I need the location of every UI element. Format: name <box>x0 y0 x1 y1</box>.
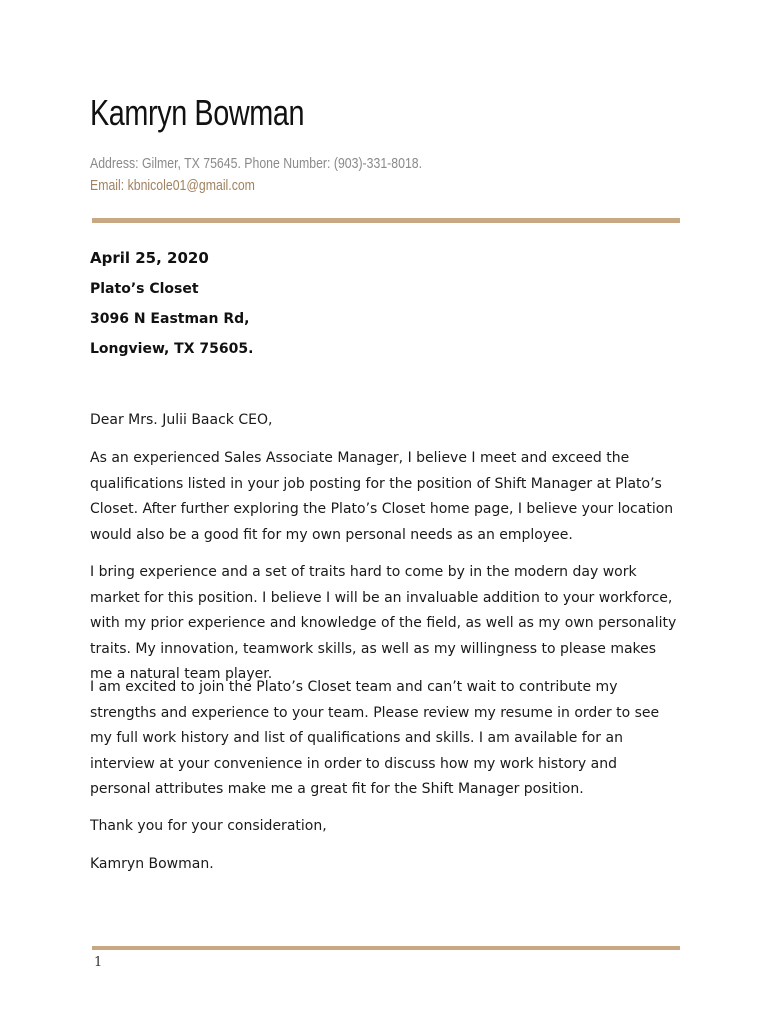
signature: Kamryn Bowman. <box>90 856 214 872</box>
footer-divider <box>92 946 680 950</box>
recipient-city: Longview, TX 75605. <box>90 341 254 357</box>
recipient-company: Plato’s Closet <box>90 281 199 297</box>
paragraph-1: As an experienced Sales Associate Manager, I believe I meet and exceed the qualifications listed in your job posting for the position of Shift Manager at Plato’s Closet. After further exploring the Plato’s Closet home page, I believe your location would also be a good fit for my own personal needs as an employee. <box>90 450 674 543</box>
contact-block <box>90 153 422 197</box>
page-number: 1 <box>94 955 103 970</box>
paragraph-3: I am excited to join the Plato’s Closet team and can’t wait to contribute my strengths and experience to your team. Please review my resume in order to see my full work history and list of qualifications and skills. I am available for an interview at your convenience in order to discuss how my work history and personal attributes make me a great fit for the Shift Manager position. <box>90 679 660 797</box>
letter-date: April 25, 2020 <box>90 249 209 267</box>
address-phone-line: Address: Gilmer, TX 75645. Phone Number: (903)-331-8018. <box>90 155 423 172</box>
closing-line: Thank you for your consideration, <box>90 818 327 834</box>
recipient-street: 3096 N Eastman Rd, <box>90 311 250 327</box>
email-line: Email: kbnicole01@gmail.com <box>90 177 255 194</box>
sender-name: Kamryn Bowman <box>90 92 305 133</box>
paragraph-2: I bring experience and a set of traits hard to come by in the modern day work market for this position. I believe I will be an invaluable addition to your workforce, with my prior experience and knowledge of the field, as well as my own personality traits. My innovation, teamwork skills, as well as my willingness to please makes me a natural team player. <box>90 564 677 682</box>
header-divider <box>92 218 680 223</box>
salutation: Dear Mrs. Julii Baack CEO, <box>90 412 273 428</box>
